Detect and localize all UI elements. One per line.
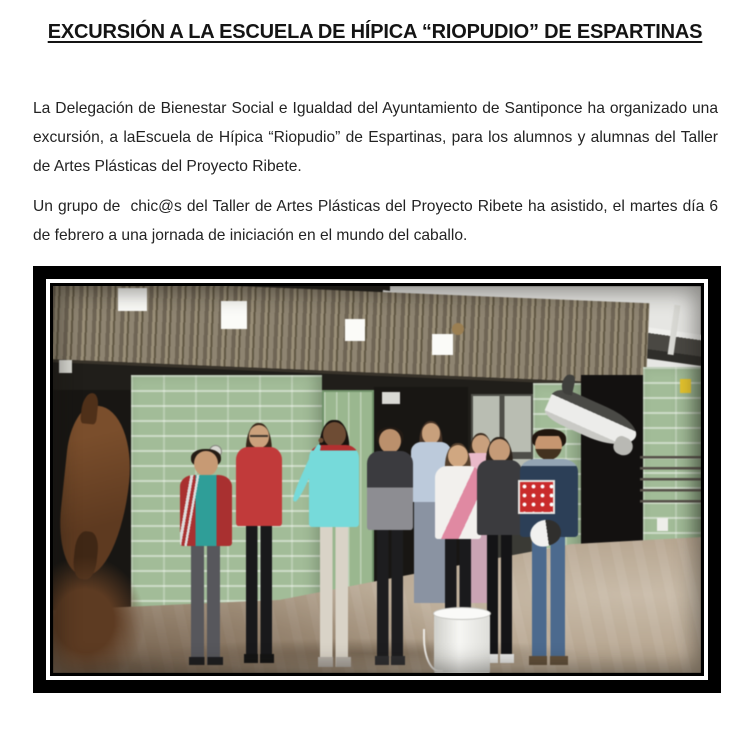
white-panel-sign [432, 334, 453, 355]
paper-notice [657, 518, 668, 530]
excursion-photo [53, 286, 701, 673]
yellow-sign [680, 379, 691, 393]
polka-dot-gift-box [518, 480, 554, 515]
photo-frame [33, 266, 721, 693]
student-grey-top [367, 427, 414, 665]
photo-frame-inner-border [50, 283, 704, 676]
white-panel-sign [345, 319, 366, 341]
student-cyan-hoodie [309, 420, 360, 668]
student-red-top [236, 423, 281, 663]
paragraph-visit: Un grupo de chic@s del Taller de Artes Plásticas del Proyecto Ribete ha asistido, el martes día 6 de febrero a una jornada de iniciación en el mundo del caballo. [33, 198, 723, 244]
white-panel-sign [118, 288, 147, 311]
photo-scene [53, 286, 701, 673]
student-red-jacket [180, 449, 232, 666]
small-wall-sign [59, 360, 72, 374]
photo-frame-white-mat [46, 279, 708, 680]
fence-railing [640, 456, 701, 506]
white-panel-sign [221, 301, 247, 328]
paragraph-intro: La Delegación de Bienestar Social e Igualdad del Ayuntamiento de Santiponce ha organizado una excursión, a laEscuela de Hípica “Riopudio” de Espartinas, para los alumnos y alumnas del Taller de Artes Plásticas del Proyecto Ribete. [33, 100, 723, 175]
monitor-navy-jacket [520, 429, 578, 665]
white-bucket [434, 611, 490, 673]
doorway-sign [382, 392, 400, 404]
document-title: EXCURSIÓN A LA ESCUELA DE HÍPICA “RIOPUDIO” DE ESPARTINAS [47, 21, 703, 43]
horse-body-shadow [53, 557, 144, 673]
